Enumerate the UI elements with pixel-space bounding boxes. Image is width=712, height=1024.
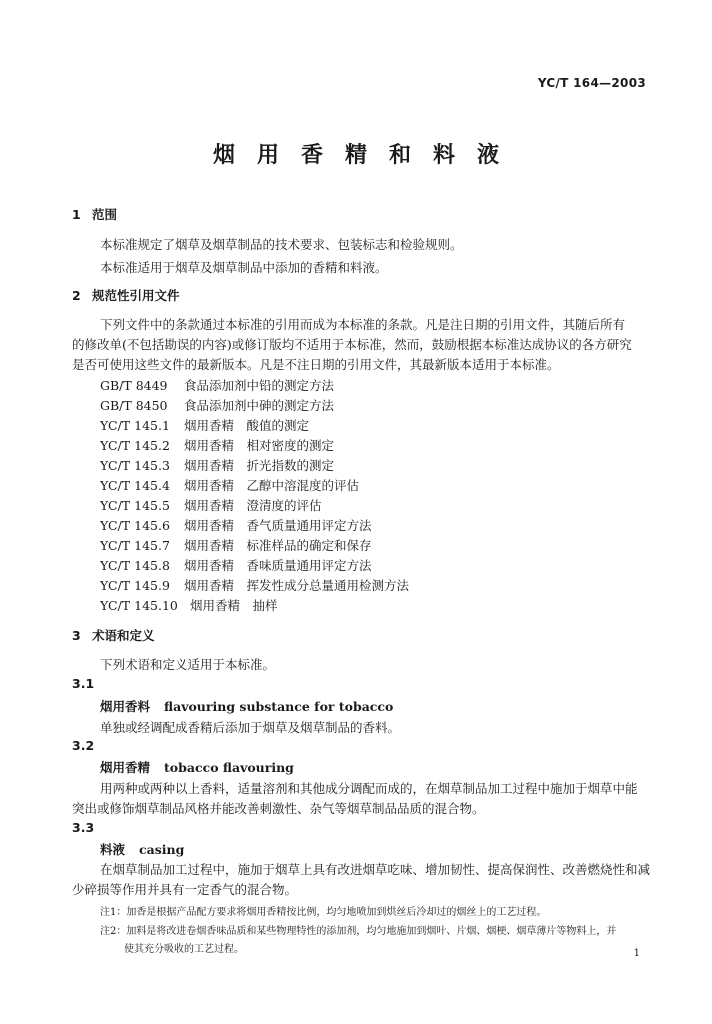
page-number: 1 <box>633 948 640 959</box>
term-definition-line-1: 单独或经调配成香精后添加于烟草及烟草制品的香料。 <box>100 720 401 735</box>
standard-code: YC/T 164—2003 <box>537 76 646 90</box>
section-heading-normative <box>72 286 180 304</box>
term-definition-line-2: 突出或修饰烟草制品风格并能改善刺激性、杂气等烟草制品品质的混合物。 <box>72 801 485 816</box>
section-number: 1 <box>72 207 81 222</box>
term-definition-line-1: 用两种或两种以上香料，适量溶剂和其他成分调配而成的，在烟草制品加工过程中施加于烟草中能 <box>100 781 638 796</box>
normative-intro-line-1: 下列文件中的条款通过本标准的引用而成为本标准的条款。凡是注日期的引用文件，其随后所有 <box>100 317 626 332</box>
reference-item <box>100 576 409 594</box>
section-number: 2 <box>72 288 81 303</box>
term-heading <box>100 758 294 776</box>
reference-item <box>100 596 278 614</box>
section-number: 3 <box>72 628 81 643</box>
reference-item <box>100 436 334 454</box>
term-number: 3.1 <box>72 676 95 691</box>
term-chinese: 烟用香料 <box>100 699 151 714</box>
term-english: casing <box>139 842 185 857</box>
reference-title: 烟用香精 酸值的测定 <box>184 418 310 433</box>
term-heading <box>100 697 393 715</box>
term-english: tobacco flavouring <box>164 760 294 775</box>
reference-code: YC/T 145.1 <box>100 418 170 433</box>
reference-item <box>100 536 372 554</box>
reference-title: 烟用香精 乙醇中溶混度的评估 <box>184 478 360 493</box>
reference-title: 烟用香精 香气质量通用评定方法 <box>184 518 372 533</box>
reference-code: YC/T 145.6 <box>100 518 170 533</box>
section-heading-terms <box>72 626 155 644</box>
term-number: 3.2 <box>72 738 95 753</box>
reference-item <box>100 496 322 514</box>
section-title: 规范性引用文件 <box>92 288 180 303</box>
section-title: 术语和定义 <box>92 628 155 643</box>
reference-code: YC/T 145.2 <box>100 438 170 453</box>
reference-code: YC/T 145.9 <box>100 578 170 593</box>
note-1: 注1：加香是根据产品配方要求将烟用香精按比例，均匀地喷加到烘丝后冷却过的烟丝上的工艺过程。 <box>100 907 547 918</box>
reference-title: 食品添加剂中铅的测定方法 <box>184 378 335 393</box>
reference-code: YC/T 145.4 <box>100 478 170 493</box>
reference-item <box>100 516 372 534</box>
scope-paragraph-1: 本标准规定了烟草及烟草制品的技术要求、包装标志和检验规则。 <box>100 237 463 252</box>
normative-intro-line-3: 是否可使用这些文件的最新版本。凡是不注日期的引用文件，其最新版本适用于本标准。 <box>72 357 560 372</box>
reference-item <box>100 396 334 414</box>
reference-title: 烟用香精 相对密度的测定 <box>184 438 335 453</box>
term-definition-line-1: 在烟草制品加工过程中，施加于烟草上具有改进烟草吃味、增加韧性、提高保润性、改善燃烧性和减 <box>100 862 651 877</box>
section-heading-scope <box>72 205 117 223</box>
reference-title: 烟用香精 香味质量通用评定方法 <box>184 558 372 573</box>
reference-item <box>100 376 334 394</box>
reference-code: YC/T 145.8 <box>100 558 170 573</box>
note-2: 注2：加料是将改进卷烟香味品质和某些物理特性的添加剂，均匀地施加到烟叶、片烟、烟梗、烟草薄片等物料上，并 <box>100 926 617 937</box>
reference-code: GB/T 8450 <box>100 398 168 413</box>
normative-intro-line-2: 的修改单(不包括勘误的内容)或修订版均不适用于本标准，然而，鼓励根据本标准达成协议的各方研究 <box>72 337 632 352</box>
reference-code: YC/T 145.5 <box>100 498 170 513</box>
reference-title: 烟用香精 抽样 <box>190 598 278 613</box>
document-title: 烟用香精和料液 <box>212 142 521 168</box>
term-chinese: 烟用香精 <box>100 760 151 775</box>
section-title: 范围 <box>92 207 118 222</box>
term-heading <box>100 840 184 858</box>
note-2-continued: 使其充分吸收的工艺过程。 <box>124 944 244 955</box>
reference-title: 烟用香精 挥发性成分总量通用检测方法 <box>184 578 410 593</box>
reference-code: YC/T 145.3 <box>100 458 170 473</box>
scope-paragraph-2: 本标准适用于烟草及烟草制品中添加的香精和料液。 <box>100 260 388 275</box>
reference-title: 烟用香精 折光指数的测定 <box>184 458 335 473</box>
reference-item <box>100 416 309 434</box>
term-definition-line-2: 少碎损等作用并具有一定香气的混合物。 <box>72 882 298 897</box>
reference-item <box>100 476 359 494</box>
reference-item <box>100 456 334 474</box>
term-english: flavouring substance for tobacco <box>164 699 394 714</box>
term-number: 3.3 <box>72 820 95 835</box>
reference-title: 食品添加剂中砷的测定方法 <box>184 398 335 413</box>
reference-title: 烟用香精 澄清度的评估 <box>184 498 322 513</box>
reference-code: YC/T 145.10 <box>100 598 178 613</box>
reference-item <box>100 556 372 574</box>
reference-code: YC/T 145.7 <box>100 538 170 553</box>
reference-title: 烟用香精 标准样品的确定和保存 <box>184 538 372 553</box>
terms-intro: 下列术语和定义适用于本标准。 <box>100 657 276 672</box>
term-chinese: 料液 <box>100 842 126 857</box>
reference-code: GB/T 8449 <box>100 378 168 393</box>
